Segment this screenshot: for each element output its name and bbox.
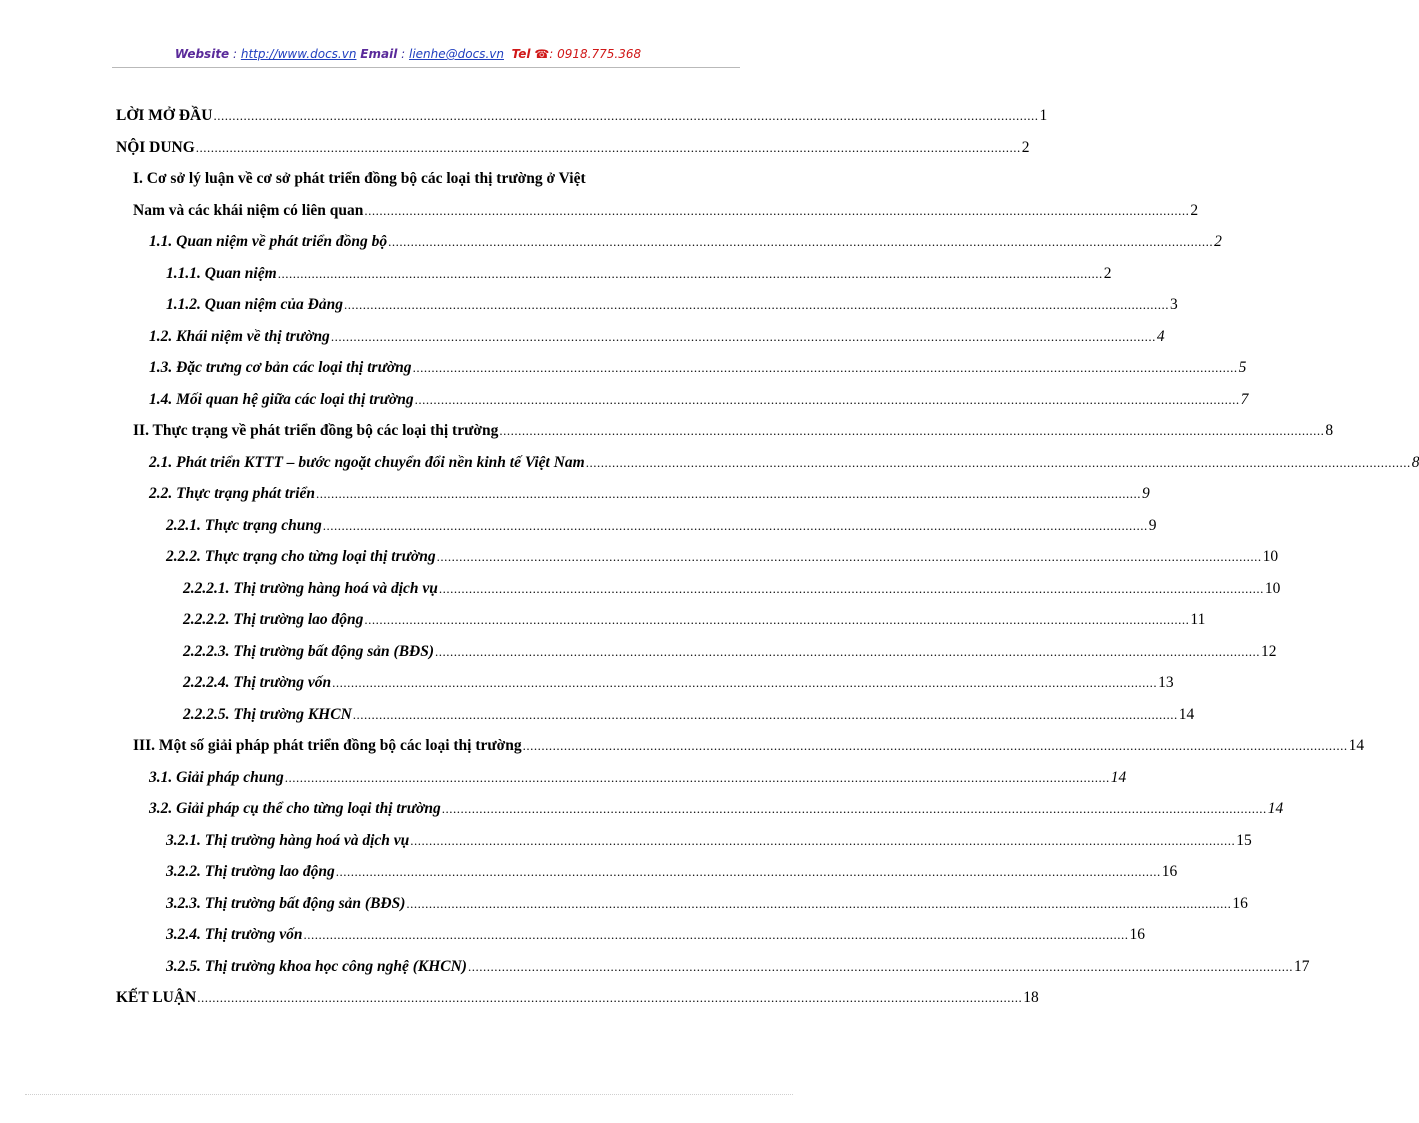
toc-entry-label: 2.1. Phát triển KTTT – bước ngoặt chuyển đổi nền kinh tế Việt Nam: [149, 453, 585, 471]
toc-page-number: 14: [1178, 705, 1195, 723]
toc-entry-label: Nam và các khái niệm có liên quan: [133, 201, 364, 219]
toc-leader: ............................................................................................................................................................................................................................: [522, 738, 1348, 753]
toc-leader: ............................................................................................................................................................................................................................: [388, 234, 1214, 249]
toc-leader: ............................................................................................................................................................................................................................: [441, 801, 1267, 816]
toc-entry[interactable]: [116, 636, 1277, 668]
toc-entry-label: 1.1. Quan niệm về phát triển đồng bộ: [149, 233, 388, 250]
email-link[interactable]: lienhe@docs.vn: [408, 47, 504, 61]
toc-page-number: 7: [1240, 390, 1249, 408]
toc-entry[interactable]: [116, 384, 1249, 416]
toc-page-number: 16: [1161, 863, 1178, 880]
toc-entry[interactable]: [116, 447, 1419, 479]
toc-page-number: 9: [1148, 516, 1157, 534]
toc-page-number: 14: [1110, 768, 1127, 786]
toc-leader: ............................................................................................................................................................................................................................: [436, 549, 1262, 564]
page-bottom-divider: [25, 1094, 793, 1095]
toc-page-number: 11: [1190, 611, 1206, 628]
toc-entry[interactable]: [116, 541, 1279, 573]
email-label: Email: [360, 47, 398, 61]
phone-separator: :: [549, 47, 558, 61]
toc-entry-label: KẾT LUẬN: [116, 989, 197, 1006]
toc-entry-label: 2.2.1. Thực trạng chung: [166, 516, 322, 534]
toc-page-number: 13: [1158, 674, 1174, 691]
toc-entry-label: 3.2.4. Thị trường vốn: [166, 926, 303, 943]
toc-entry[interactable]: [116, 321, 1165, 353]
toc-entry[interactable]: [116, 573, 1281, 605]
toc-page-number: 16: [1129, 926, 1145, 943]
toc-page-number: 5: [1238, 359, 1247, 376]
toc-entry-label: 2.2.2.2. Thị trường lao động: [183, 611, 364, 628]
toc-page-number: 8: [1325, 422, 1334, 439]
toc-entry[interactable]: [116, 100, 1048, 132]
toc-entry-label: 2.2.2.5. Thị trường KHCN: [183, 705, 352, 723]
phone-number: 0918.775.368: [557, 47, 642, 61]
toc-leader: ............................................................................................................................................................................................................................: [277, 265, 1103, 281]
website-separator: :: [229, 47, 241, 61]
toc-entry-label: 2.2.2. Thực trạng cho từng loại thị trường: [166, 548, 436, 565]
toc-page-number: 12: [1261, 642, 1277, 660]
toc-entry[interactable]: [116, 415, 1334, 447]
toc-leader: ............................................................................................................................................................................................................................: [364, 202, 1190, 218]
toc-page-number: 16: [1232, 894, 1248, 912]
toc-leader: ............................................................................................................................................................................................................................: [499, 423, 1325, 438]
toc-entry-label: 2.2. Thực trạng phát triển: [149, 485, 316, 502]
toc-page-number: 10: [1262, 548, 1279, 565]
toc-entry-label: 1.1.1. Quan niệm: [166, 264, 277, 282]
toc-entry-label: II. Thực trạng về phát triển đồng bộ các loại thị trường: [133, 422, 499, 439]
toc-entry[interactable]: [116, 510, 1157, 542]
toc-page-number: 2: [1214, 233, 1222, 250]
toc-page-number: 3: [1170, 296, 1178, 313]
website-link[interactable]: http://www.docs.vn: [240, 47, 357, 61]
toc-entry[interactable]: [116, 856, 1178, 888]
toc-page-number: 10: [1264, 579, 1281, 597]
toc-entry[interactable]: [116, 951, 1310, 983]
email-separator: :: [397, 47, 409, 61]
phone-icon: ☎: [534, 47, 550, 61]
toc-leader: ............................................................................................................................................................................................................................: [316, 486, 1142, 501]
toc-entry-label: 1.2. Khái niệm về thị trường: [149, 327, 330, 345]
toc-leader: ............................................................................................................................................................................................................................: [467, 958, 1293, 974]
toc-leader: ............................................................................................................................................................................................................................: [352, 706, 1178, 722]
toc-leader: ............................................................................................................................................................................................................................: [435, 643, 1261, 659]
toc-page-number: 15: [1236, 831, 1252, 849]
toc-entry-label: 1.1.2. Quan niệm của Đảng: [166, 296, 343, 313]
toc-leader: ............................................................................................................................................................................................................................: [406, 895, 1232, 911]
toc-entry-label: 2.2.2.4. Thị trường vốn: [183, 674, 332, 691]
toc-entry[interactable]: [116, 888, 1248, 920]
toc-entry[interactable]: [116, 825, 1252, 857]
toc-entry[interactable]: [116, 478, 1150, 510]
toc-page-number: 14: [1267, 800, 1284, 817]
page-header: [0, 47, 816, 61]
toc-entry[interactable]: [116, 667, 1174, 699]
toc-entry-label: 3.2.3. Thị trường bất động sản (BĐS): [166, 894, 406, 912]
toc-entry-label: III. Một số giải pháp phát triển đồng bộ các loại thị trường: [133, 737, 522, 754]
toc-leader: ............................................................................................................................................................................................................................: [284, 769, 1110, 785]
toc-entry[interactable]: [116, 258, 1112, 290]
toc-entry[interactable]: [116, 699, 1195, 731]
toc-page-number: 9: [1142, 485, 1150, 502]
toc-entry-label: 3.2.1. Thị trường hàng hoá và dịch vụ: [166, 831, 410, 849]
toc-entry-label: 3.2. Giải pháp cụ thể cho từng loại thị trường: [149, 800, 441, 817]
toc-entry-label: NỘI DUNG: [116, 138, 195, 156]
toc-leader: ............................................................................................................................................................................................................................: [364, 612, 1190, 627]
toc-entry-label: 3.2.2. Thị trường lao động: [166, 863, 335, 880]
toc-entry-label: LỜI MỞ ĐẦU: [116, 107, 213, 124]
toc-page-number: 8: [1411, 453, 1419, 471]
toc-page-number: 17: [1293, 957, 1310, 975]
header-divider: [112, 67, 740, 68]
toc-leader: ............................................................................................................................................................................................................................: [332, 675, 1158, 690]
toc-entry-label: I. Cơ sở lý luận về cơ sở phát triển đồng bộ các loại thị trường ở Việt: [133, 170, 586, 187]
toc-leader: ............................................................................................................................................................................................................................: [197, 990, 1023, 1005]
table-of-contents: [116, 100, 1419, 1014]
toc-page-number: 2: [1190, 201, 1199, 219]
toc-leader: ............................................................................................................................................................................................................................: [322, 517, 1148, 533]
toc-entry[interactable]: [116, 289, 1178, 321]
website-label: Website: [174, 47, 230, 61]
toc-entry[interactable]: [116, 730, 1365, 762]
toc-entry-label: 2.2.2.1. Thị trường hàng hoá và dịch vụ: [183, 579, 438, 597]
toc-leader: ............................................................................................................................................................................................................................: [438, 580, 1264, 596]
toc-leader: ............................................................................................................................................................................................................................: [585, 454, 1411, 470]
toc-entry[interactable]: [116, 132, 1030, 164]
toc-entry-label: 2.2.2.3. Thị trường bất động sản (BĐS): [183, 642, 435, 660]
toc-leader: ............................................................................................................................................................................................................................: [303, 927, 1129, 942]
toc-page-number: 18: [1023, 989, 1039, 1006]
toc-entry-label: 3.2.5. Thị trường khoa học công nghệ (KHCN): [166, 957, 467, 975]
toc-entry[interactable]: [116, 762, 1127, 794]
toc-entry-label: 3.1. Giải pháp chung: [149, 768, 284, 786]
toc-page-number: 14: [1348, 737, 1365, 754]
toc-entry-label: 1.4. Mối quan hệ giữa các loại thị trường: [149, 390, 414, 408]
toc-leader: ............................................................................................................................................................................................................................: [410, 832, 1236, 848]
toc-entry[interactable]: [116, 195, 1199, 227]
toc-leader: ............................................................................................................................................................................................................................: [213, 108, 1039, 123]
toc-entry-label: 1.3. Đặc trưng cơ bản các loại thị trường: [149, 359, 412, 376]
toc-leader: ............................................................................................................................................................................................................................: [414, 391, 1240, 407]
tel-label: Tel: [511, 47, 531, 61]
toc-entry[interactable]: [116, 226, 1222, 258]
toc-leader: ............................................................................................................................................................................................................................: [412, 360, 1238, 375]
toc-leader: ............................................................................................................................................................................................................................: [344, 297, 1169, 312]
toc-entry[interactable]: [116, 163, 738, 195]
toc-entry[interactable]: [116, 982, 1039, 1014]
toc-page-number: 2: [1021, 138, 1030, 156]
toc-leader: ............................................................................................................................................................................................................................: [195, 139, 1021, 155]
toc-page-number: 1: [1039, 107, 1048, 124]
toc-entry[interactable]: [116, 919, 1145, 951]
toc-entry[interactable]: [116, 352, 1247, 384]
toc-page-number: 4: [1156, 327, 1165, 345]
toc-page-number: 2: [1103, 264, 1112, 282]
toc-leader: ............................................................................................................................................................................................................................: [330, 328, 1156, 344]
toc-entry[interactable]: [116, 604, 1206, 636]
toc-leader: ............................................................................................................................................................................................................................: [335, 864, 1161, 879]
toc-entry[interactable]: [116, 793, 1284, 825]
